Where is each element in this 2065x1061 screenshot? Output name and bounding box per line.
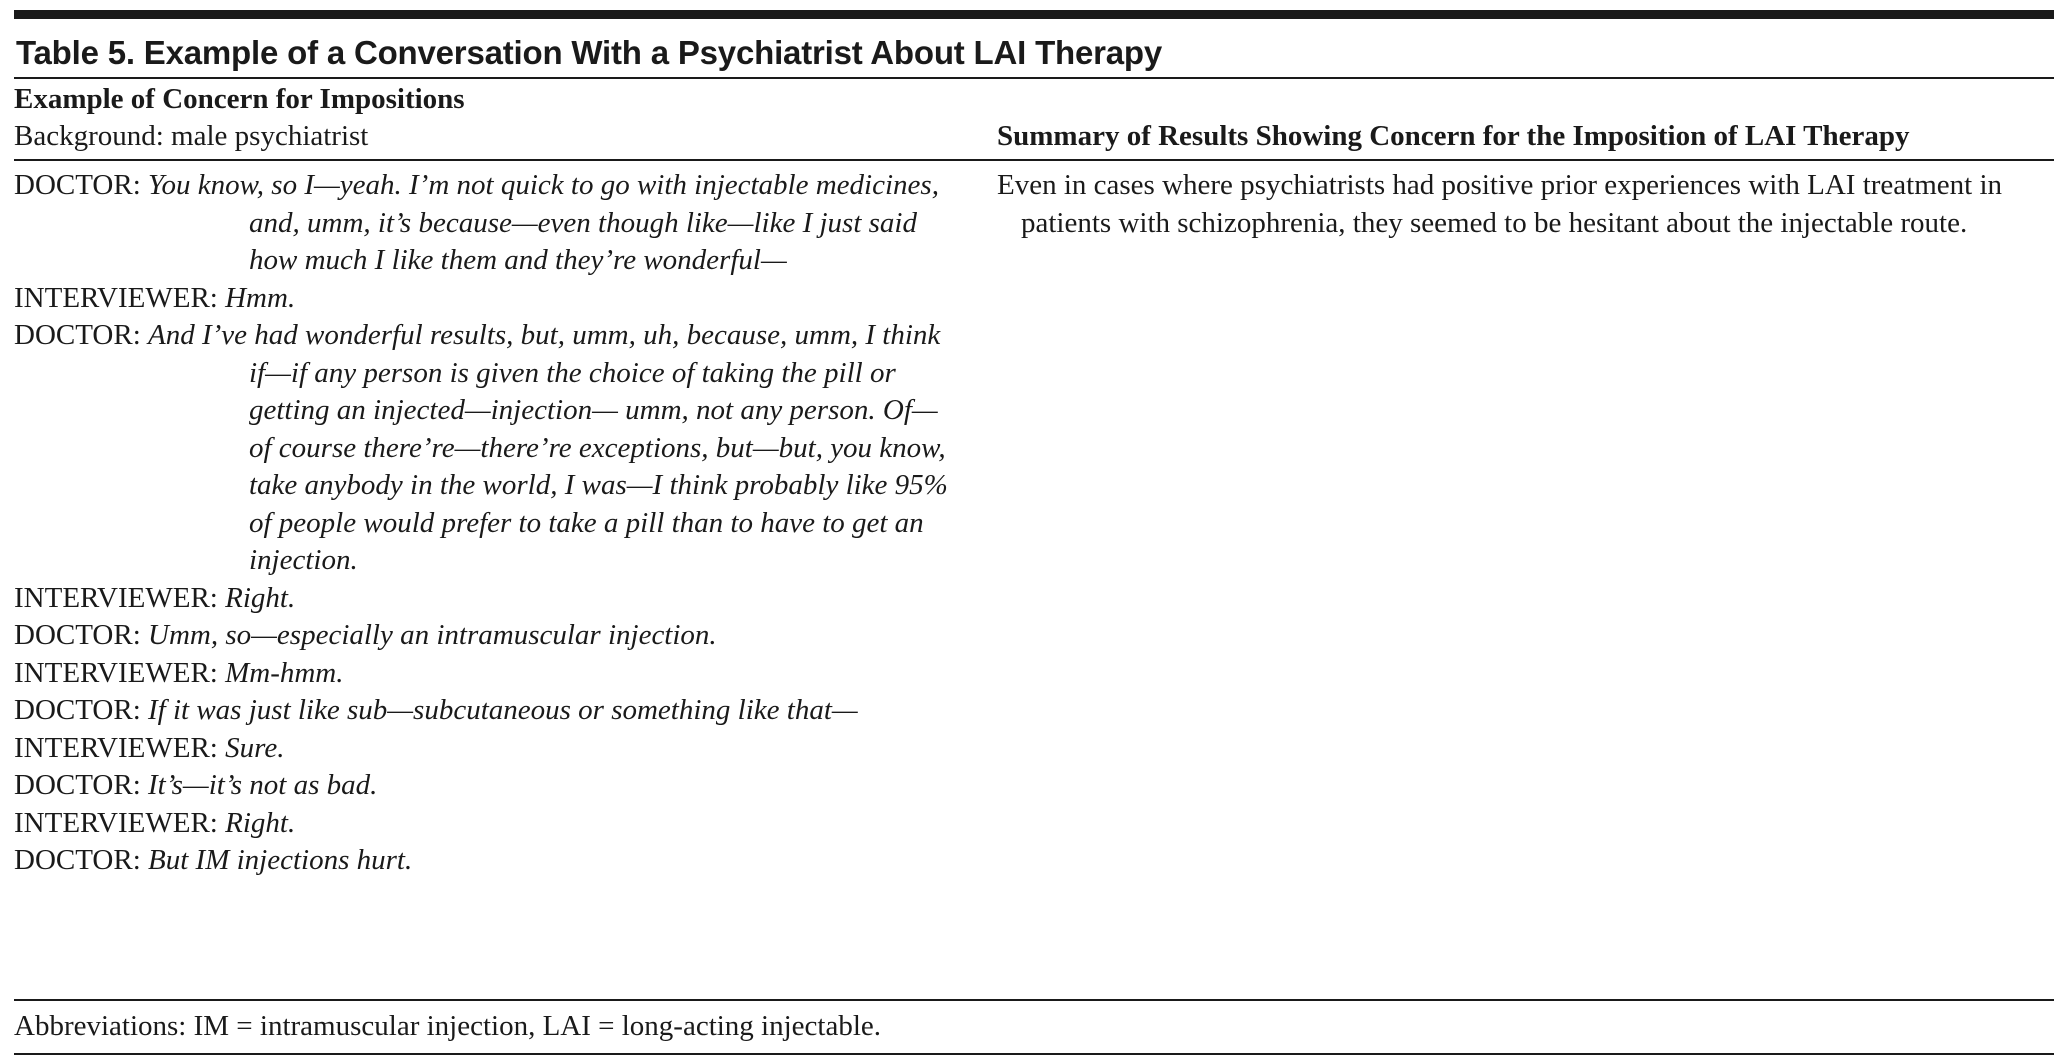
- speaker-label: DOCTOR:: [14, 319, 149, 351]
- utterance: Umm, so—especially an intramuscular injection.: [148, 619, 717, 651]
- conversation-turn: [14, 167, 954, 280]
- left-column-header: [14, 81, 465, 155]
- table-container: [14, 10, 2054, 1042]
- speaker-label: DOCTOR:: [14, 619, 149, 651]
- column-header: [14, 79, 2054, 159]
- conversation-column: [14, 167, 954, 880]
- summary-text: Even in cases where psychiatrists had positive prior experiences with LAI treatment in patients with schizophrenia, they seemed to be hesitant about the injectable route.: [997, 169, 2003, 239]
- conversation-turn: [14, 280, 954, 318]
- utterance: And I’ve had wonderful results, but, umm, uh, because, umm, I think if—if any person is given the choice of taking the pill or getting an injected—injection— umm, not any person. Of—of course there’re—there’re exceptions, but—but, you know, take anybody in the world, I was—I think probably like 95% of people would prefer to take a pill than to have to get an injection.: [148, 319, 948, 576]
- top-rule: [14, 10, 2054, 19]
- conversation-turn: [14, 617, 954, 655]
- speaker-label: DOCTOR:: [14, 694, 149, 726]
- utterance: It’s—it’s not as bad.: [148, 769, 378, 801]
- speaker-label: INTERVIEWER:: [14, 281, 226, 314]
- table-title: Table 5. Example of a Conversation With a Psychiatrist About LAI Therapy: [16, 34, 1163, 71]
- speaker-label: DOCTOR:: [14, 769, 149, 801]
- speaker-label: INTERVIEWER:: [14, 656, 226, 689]
- left-header-main: Example of Concern for Impositions: [14, 83, 465, 115]
- conversation-turn: [14, 730, 954, 768]
- speaker-label: INTERVIEWER:: [14, 581, 226, 614]
- conversation-turn: [14, 580, 954, 618]
- speaker-label: DOCTOR:: [14, 844, 149, 876]
- utterance: Right.: [225, 581, 296, 614]
- left-header-sub: Background: male psychiatrist: [14, 120, 369, 152]
- conversation-turn: [14, 767, 954, 805]
- utterance: Mm-hmm.: [225, 656, 344, 689]
- end-rule: [14, 1053, 2054, 1055]
- bottom-rule: [14, 999, 2054, 1001]
- utterance: Hmm.: [225, 281, 296, 314]
- abbreviations-footnote: Abbreviations: IM = intramuscular injection, LAI = long-acting injectable.: [14, 1010, 882, 1042]
- conversation-turn: [14, 655, 954, 693]
- utterance: If it was just like sub—subcutaneous or something like that—: [148, 694, 858, 726]
- conversation-turn: [14, 317, 954, 580]
- right-column-header: Summary of Results Showing Concern for the Imposition of LAI Therapy: [997, 120, 1910, 152]
- speaker-label: INTERVIEWER:: [14, 806, 226, 839]
- utterance: Sure.: [225, 731, 285, 764]
- utterance: But IM injections hurt.: [148, 844, 413, 876]
- speaker-label: DOCTOR:: [14, 169, 149, 201]
- speaker-label: INTERVIEWER:: [14, 731, 226, 764]
- utterance: You know, so I—yeah. I’m not quick to go with injectable medicines, and, umm, it’s because—even though like—like I just said how much I like them and they’re wonderful—: [148, 169, 939, 276]
- conversation-turn: [14, 842, 954, 880]
- conversation-turn: [14, 805, 954, 843]
- utterance: Right.: [225, 806, 296, 839]
- conversation-turn: [14, 692, 954, 730]
- table-body: [14, 161, 2054, 986]
